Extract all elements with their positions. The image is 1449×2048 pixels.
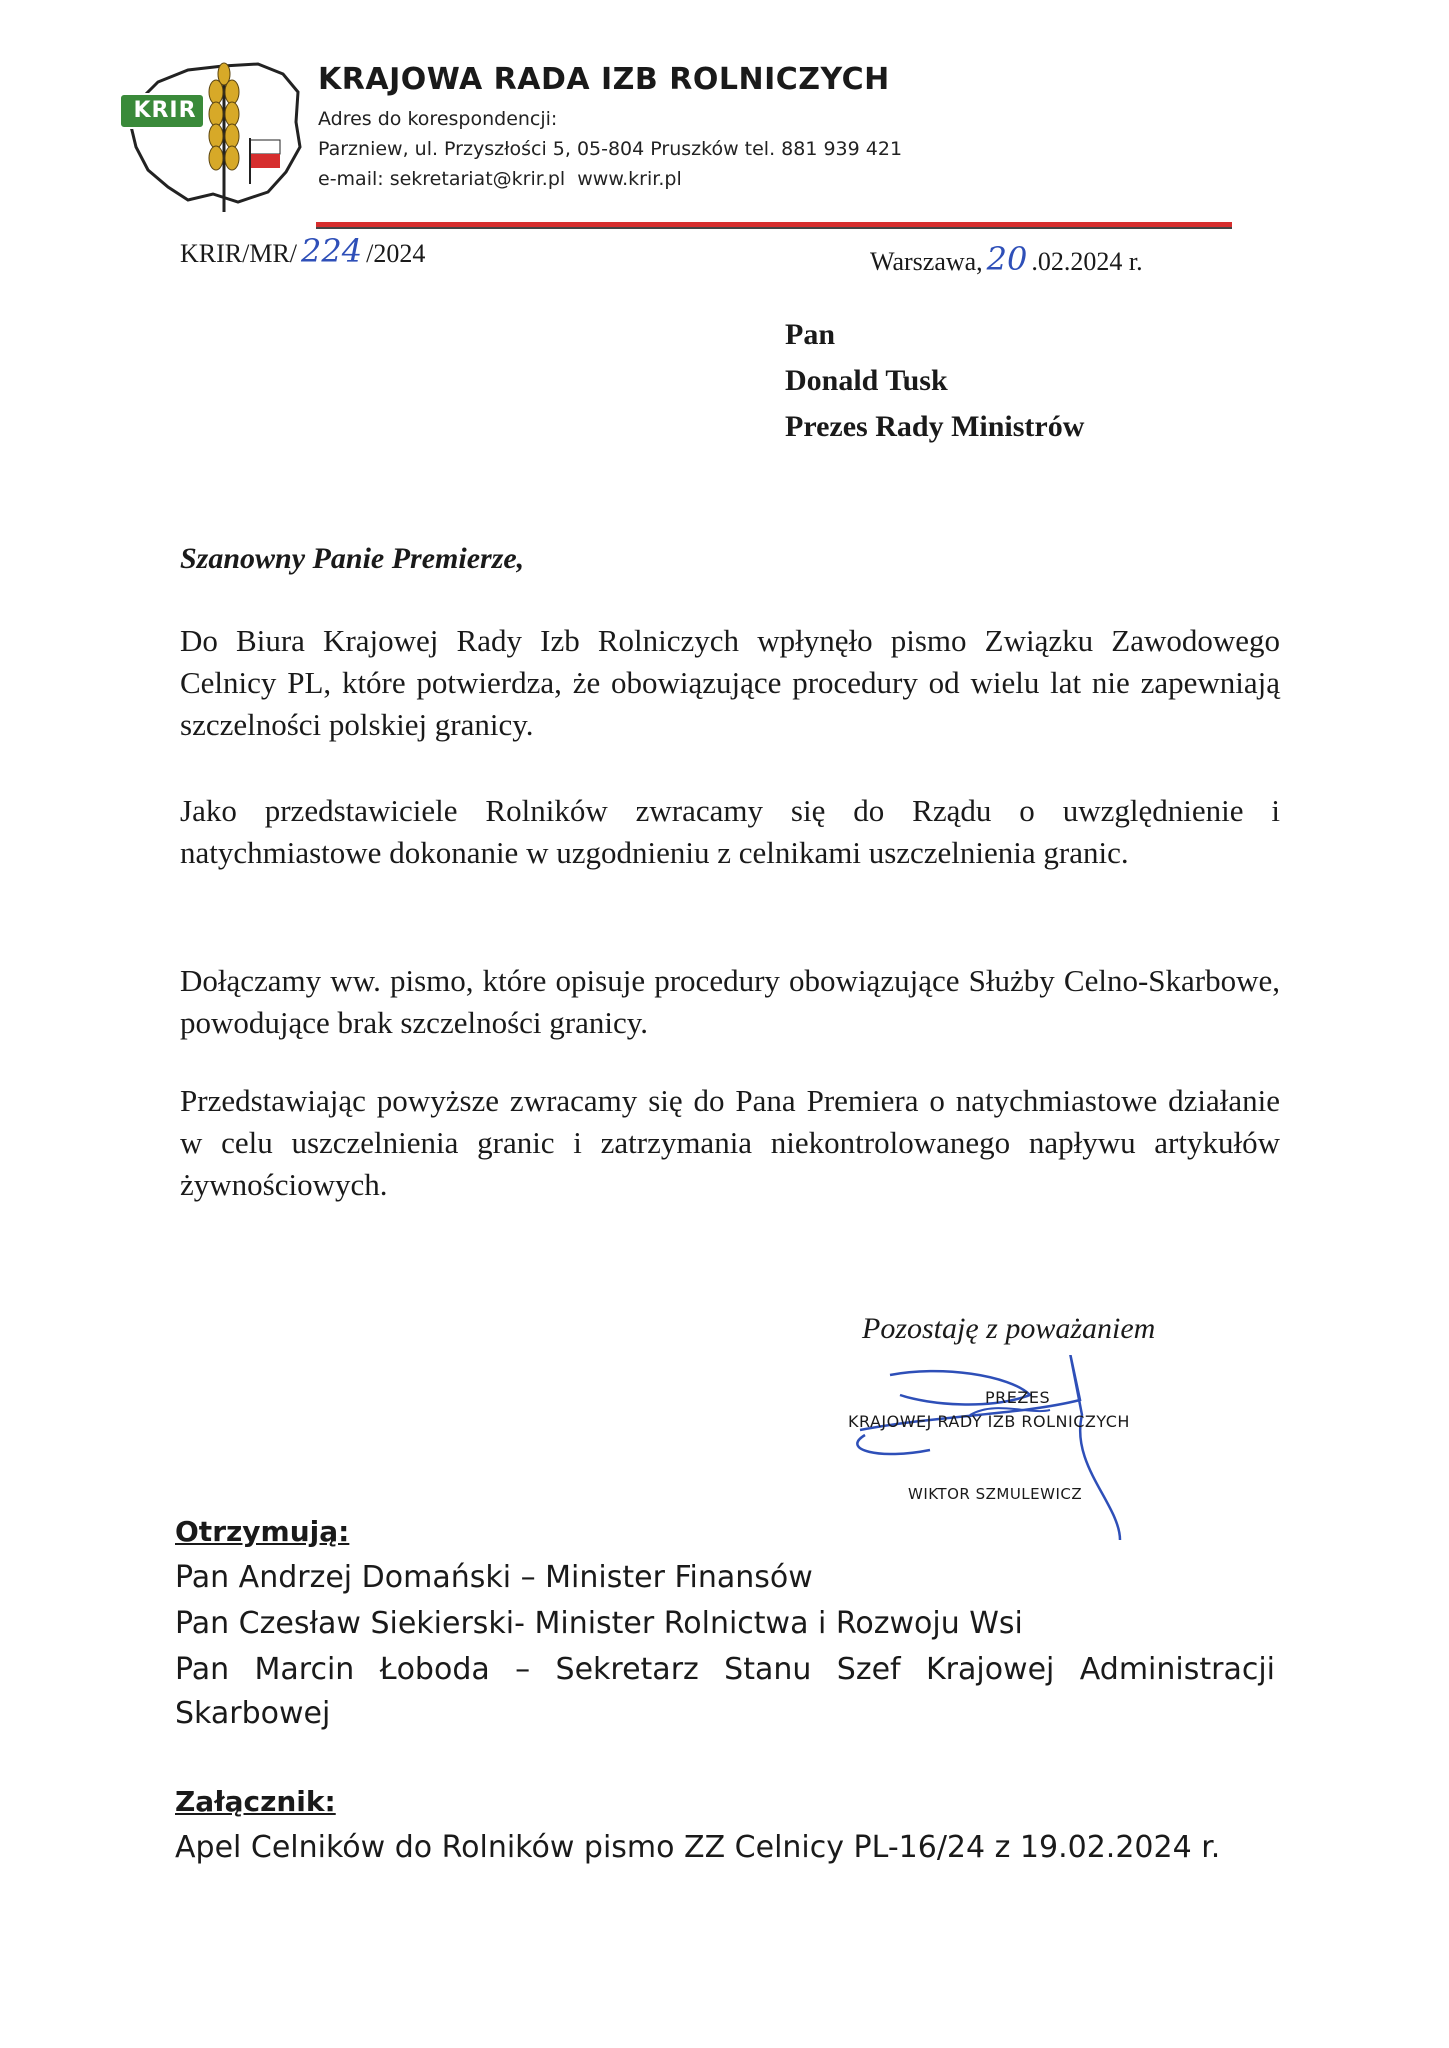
reference-prefix: KRIR/MR/ xyxy=(180,239,298,268)
recipient-item: Pan Andrzej Domański – Minister Finansów xyxy=(175,1560,813,1595)
recipients-title: Otrzymują: xyxy=(175,1515,350,1548)
body-paragraph: Do Biura Krajowej Rady Izb Rolniczych wpłynęło pismo Związku Zawodowego Celnicy PL, które potwierdza, że obowiązujące procedury od wielu lat nie zapewniają szczelności polskiej granicy. xyxy=(180,623,1280,742)
body-paragraph: Jako przedstawiciele Rolników zwracamy się do Rządu o uwzględnienie i natychmiastowe dokonanie w uzgodnieniu z celnikami uszczelnienia granic. xyxy=(180,793,1280,870)
body-paragraph: Przedstawiając powyższe zwracamy się do Pana Premiera o natychmiastowe działanie w celu uszczelnienia granic i zatrzymania niekontrolowanego napływu artykułów żywnościowych. xyxy=(180,1083,1280,1202)
address-label: Adres do korespondencji: xyxy=(318,108,558,130)
place-date xyxy=(870,240,1143,278)
krir-logo xyxy=(118,52,308,212)
signature xyxy=(820,1355,1180,1555)
handwritten-day: 20 xyxy=(986,240,1028,278)
place: Warszawa, xyxy=(870,247,983,276)
recipient-item: Pan Czesław Siekierski- Minister Rolnictwa i Rozwoju Wsi xyxy=(175,1606,1023,1641)
address-line: Parzniew, ul. Przyszłości 5, 05-804 Pruszków tel. 881 939 421 xyxy=(318,138,903,160)
attachment-text: Apel Celników do Rolników pismo ZZ Celnicy PL-16/24 z 19.02.2024 r. xyxy=(175,1830,1221,1865)
salutation: Szanowny Panie Premierze, xyxy=(180,542,525,575)
addressee-title: Pan xyxy=(785,318,836,351)
recipient-item: Pan Marcin Łoboda – Sekretarz Stanu Szef Krajowej Administracji Skarbowej xyxy=(175,1652,1275,1731)
attachment-title: Załącznik: xyxy=(175,1785,336,1818)
closing-phrase: Pozostaję z poważaniem xyxy=(862,1312,1156,1345)
reference-number xyxy=(180,232,425,270)
stamp-title: PREZES xyxy=(985,1388,1051,1407)
body-paragraph: Dołączamy ww. pismo, które opisuje procedury obowiązujące Służby Celno-Skarbowe, powodujące brak szczelności granicy. xyxy=(180,963,1280,1040)
addressee-name: Donald Tusk xyxy=(785,364,948,397)
contact-line: e-mail: sekretariat@krir.pl www.krir.pl xyxy=(318,168,682,190)
stamp-name: WIKTOR SZMULEWICZ xyxy=(908,1485,1083,1503)
addressee-position: Prezes Rady Ministrów xyxy=(785,410,1085,443)
reference-handwritten-number: 224 xyxy=(301,232,363,270)
org-name: KRAJOWA RADA IZB ROLNICZYCH xyxy=(318,62,890,97)
date-rest: .02.2024 r. xyxy=(1031,247,1143,276)
header-divider xyxy=(316,222,1232,229)
logo-label: KRIR xyxy=(133,98,197,123)
stamp-org: KRAJOWEJ RADY IZB ROLNICZYCH xyxy=(848,1412,1130,1431)
reference-suffix: /2024 xyxy=(366,239,426,268)
